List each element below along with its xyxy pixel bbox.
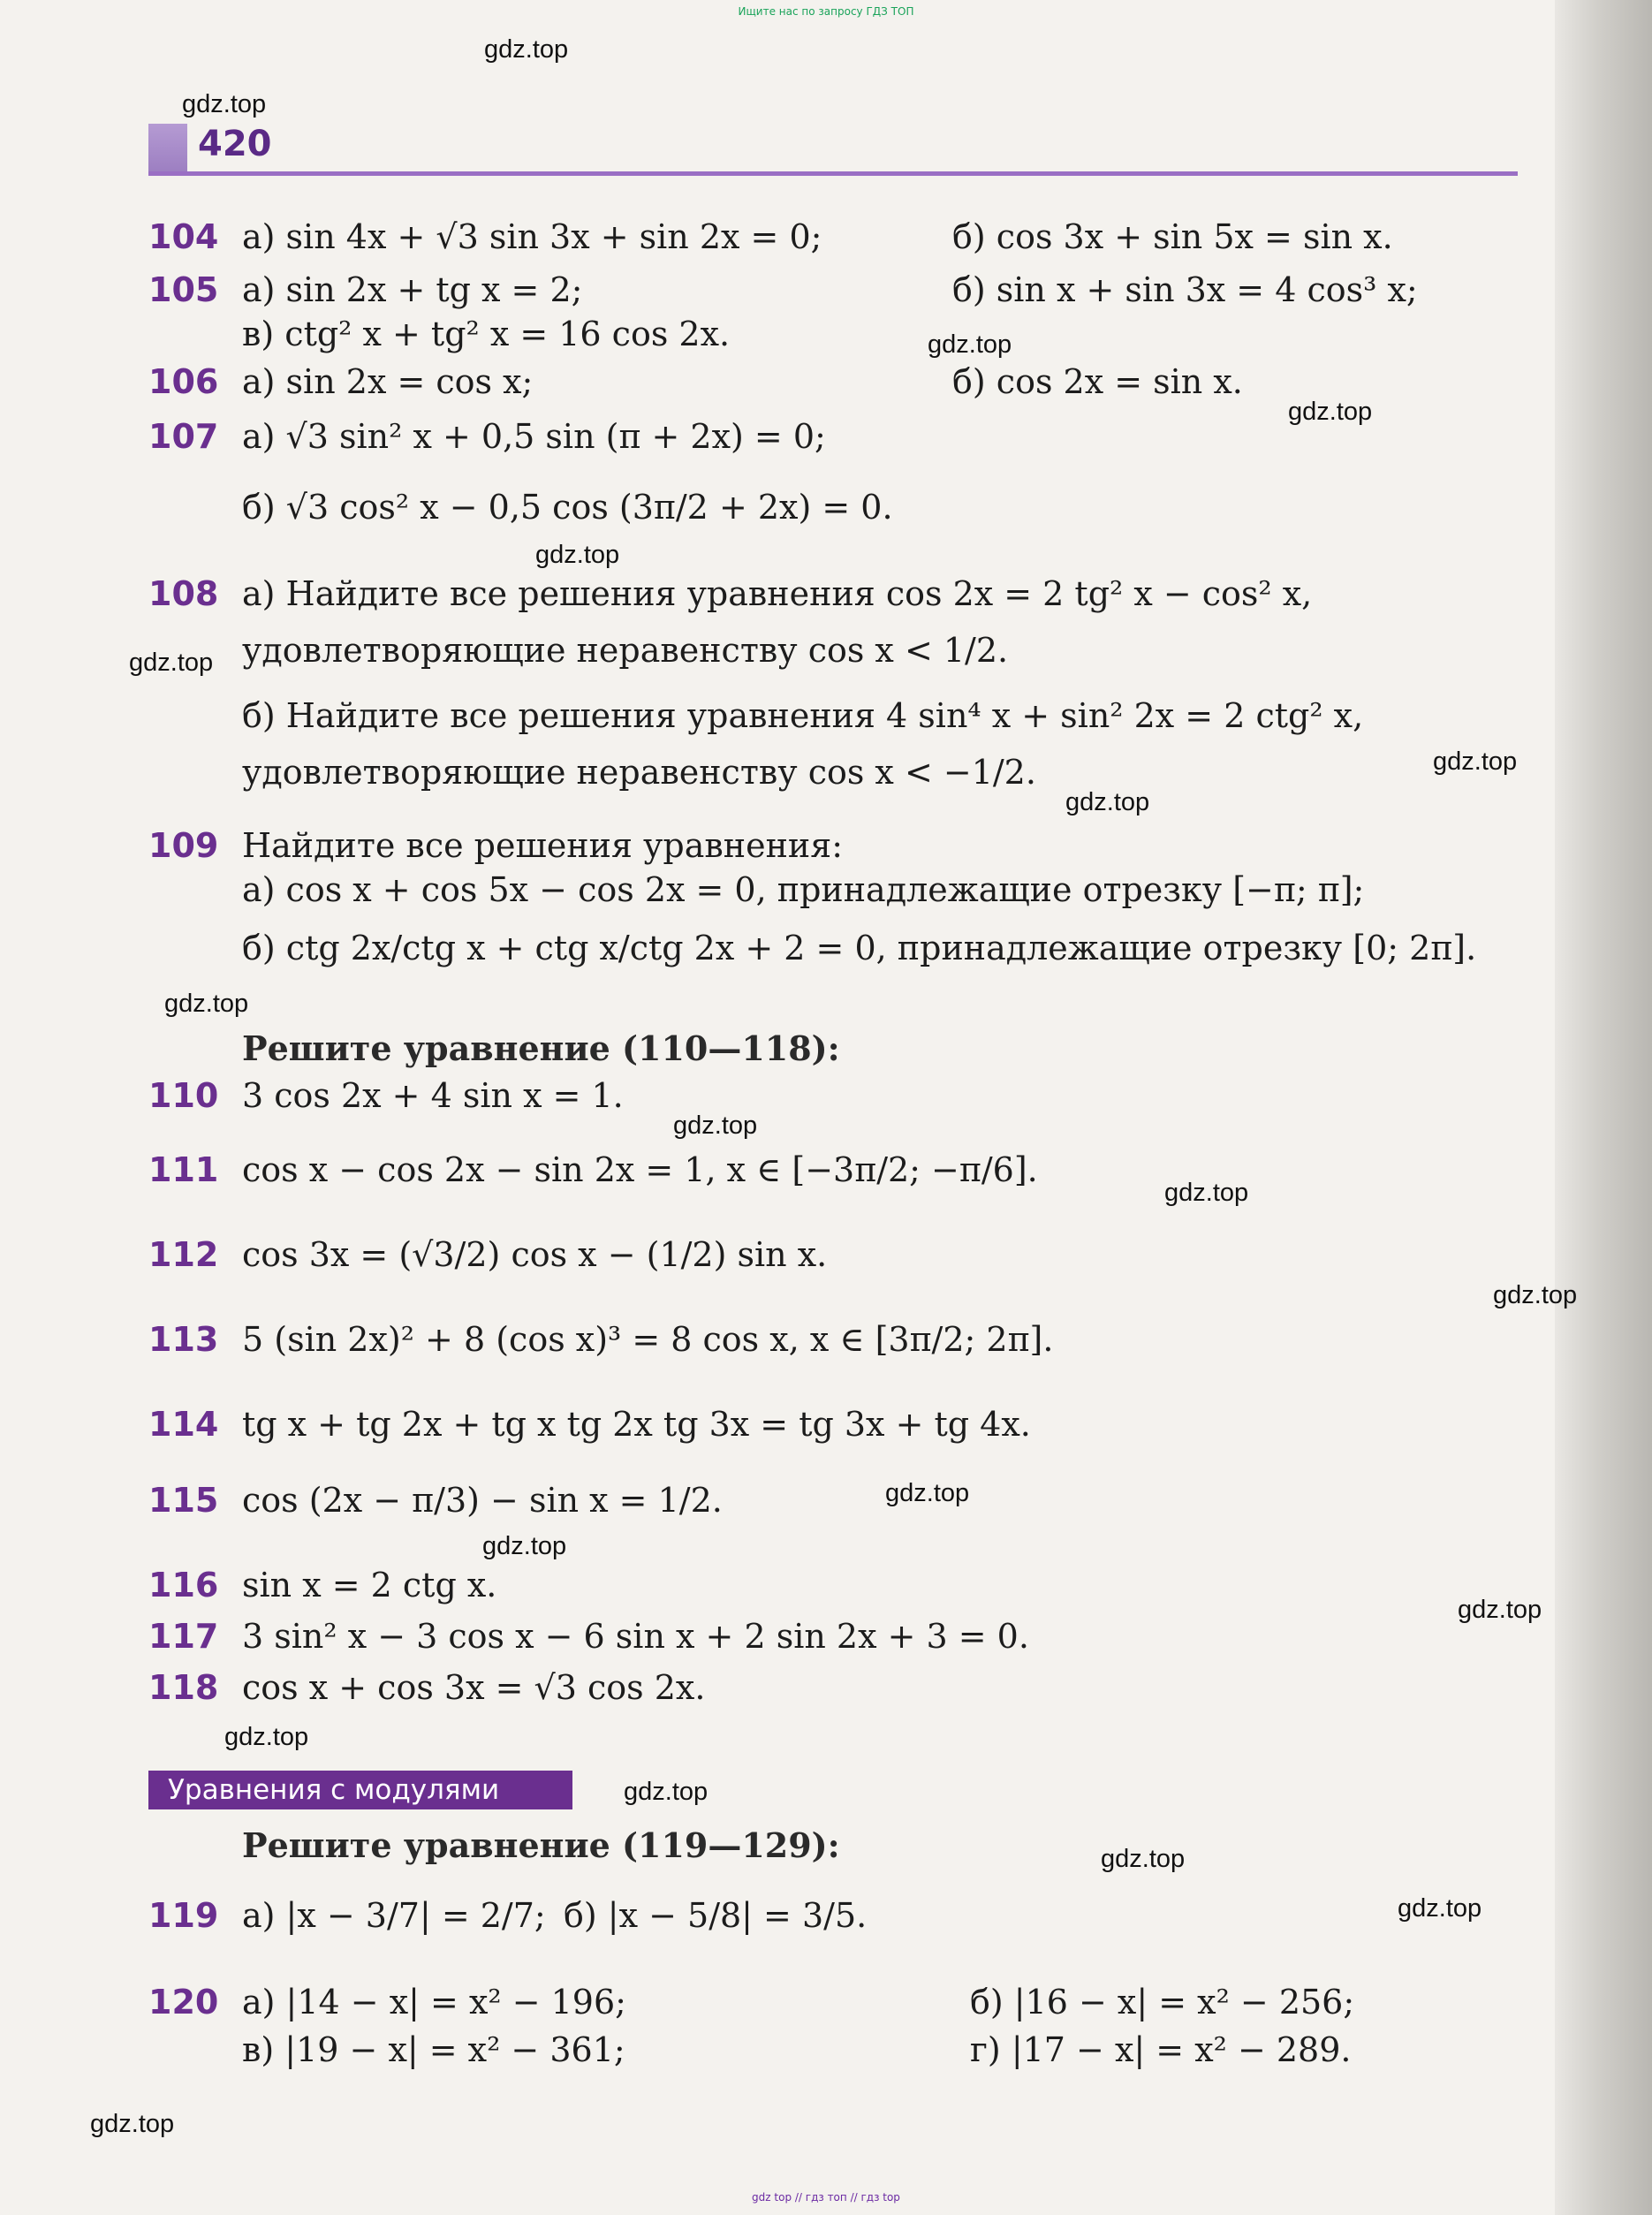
- exercise-111: [148, 1150, 1038, 1203]
- bottom-banner: gdz top // гдз топ // гдз top: [752, 2191, 900, 2204]
- exercise-number: 115: [148, 1481, 219, 1520]
- header-rule: [148, 171, 1518, 176]
- exercise-115: [148, 1481, 723, 1534]
- exercise-part-a-line1: а) Найдите все решения уравнения cos 2x = 2 tg² x − cos² x,: [242, 574, 1313, 613]
- exercise-equation: tg x + tg 2x + tg x tg 2x tg 3x = tg 3x + tg 4x.: [242, 1405, 1031, 1444]
- exercise-116: [148, 1566, 497, 1619]
- exercise-equation: cos (2x − π/3) − sin x = 1/2.: [242, 1481, 723, 1520]
- exercise-part-a: а) |x − 3/7| = 2/7;: [242, 1896, 546, 1935]
- exercise-part-b: б) |x − 5/8| = 3/5.: [564, 1896, 868, 1935]
- watermark: gdz.top: [129, 649, 214, 677]
- exercise-number: 117: [148, 1617, 219, 1656]
- exercise-118: [148, 1668, 706, 1721]
- exercise-part-b: б) cos 3x + sin 5x = sin x.: [952, 217, 1393, 256]
- exercise-part-b-line1: б) Найдите все решения уравнения 4 sin⁴ x + sin² 2x = 2 ctg² x,: [242, 696, 1364, 735]
- exercise-number: 110: [148, 1076, 219, 1115]
- exercise-120: [148, 1983, 1355, 2083]
- exercise-number: 114: [148, 1405, 219, 1444]
- exercise-title: Найдите все решения уравнения:: [242, 826, 843, 865]
- exercise-part-b: б) sin x + sin 3x = 4 cos³ x;: [952, 270, 1418, 309]
- watermark: gdz.top: [1164, 1179, 1249, 1207]
- exercise-part-a-line2: удовлетворяющие неравенству cos x < 1/2.: [242, 631, 1009, 670]
- exercise-equation: 3 sin² x − 3 cos x − 6 sin x + 2 sin 2x + 3 = 0.: [242, 1617, 1029, 1656]
- exercise-part-b: б) ctg 2x/ctg x + ctg x/ctg 2x + 2 = 0, принадлежащие отрезку [0; 2π].: [242, 929, 1477, 967]
- exercise-117: [148, 1617, 1029, 1670]
- exercise-number: 116: [148, 1566, 219, 1604]
- exercise-part-d: г) |17 − x| = x² − 289.: [970, 2030, 1352, 2069]
- exercise-part-a: а) √3 sin² x + 0,5 sin (π + 2x) = 0;: [242, 417, 826, 456]
- exercise-number: 113: [148, 1320, 219, 1359]
- exercise-part-c: в) ctg² x + tg² x = 16 cos 2x.: [242, 315, 731, 353]
- exercise-number: 105: [148, 270, 219, 309]
- watermark: gdz.top: [1493, 1281, 1578, 1309]
- exercise-119: [148, 1896, 868, 1949]
- exercise-part-b-line2: удовлетворяющие неравенству cos x < −1/2.: [242, 753, 1036, 792]
- instruction-119-129: Решите уравнение (119—129):: [242, 1825, 840, 1865]
- instruction-110-118: Решите уравнение (110—118):: [242, 1028, 840, 1068]
- watermark: gdz.top: [90, 2110, 175, 2138]
- watermark: gdz.top: [885, 1479, 970, 1507]
- watermark: gdz.top: [482, 1532, 567, 1560]
- watermark: gdz.top: [928, 330, 1012, 359]
- watermark: gdz.top: [535, 541, 620, 569]
- exercise-part-a: а) cos x + cos 5x − cos 2x = 0, принадлежащие отрезку [−π; π];: [242, 870, 1365, 909]
- exercise-number: 120: [148, 1983, 219, 2022]
- exercise-number: 108: [148, 574, 219, 613]
- exercise-110: [148, 1076, 624, 1129]
- watermark: gdz.top: [1065, 788, 1150, 816]
- exercise-number: 112: [148, 1235, 219, 1274]
- watermark: gdz.top: [1433, 747, 1518, 776]
- exercise-number: 106: [148, 362, 219, 401]
- exercise-part-b: б) |16 − x| = x² − 256;: [970, 1983, 1355, 2022]
- exercise-number: 104: [148, 217, 219, 256]
- exercise-number: 107: [148, 417, 219, 456]
- watermark: gdz.top: [182, 90, 267, 118]
- exercise-114: [148, 1405, 1031, 1458]
- exercise-equation: cos x + cos 3x = √3 cos 2x.: [242, 1668, 706, 1707]
- exercise-part-a: а) sin 2x = cos x;: [242, 362, 534, 401]
- exercise-equation: 5 (sin 2x)² + 8 (cos x)³ = 8 cos x, x ∈ [3π/2; 2π].: [242, 1320, 1054, 1359]
- watermark: gdz.top: [224, 1723, 309, 1751]
- page-tab-marker: [148, 124, 187, 173]
- watermark: gdz.top: [164, 990, 249, 1018]
- exercise-part-a: а) sin 4x + √3 sin 3x + sin 2x = 0;: [242, 217, 822, 256]
- watermark: gdz.top: [484, 35, 569, 64]
- exercise-equation: cos x − cos 2x − sin 2x = 1, x ∈ [−3π/2; −π/6].: [242, 1150, 1038, 1189]
- watermark: gdz.top: [1101, 1845, 1186, 1873]
- page-edge-shadow: [1555, 0, 1652, 2215]
- exercise-part-b: б) √3 cos² x − 0,5 cos (3π/2 + 2x) = 0.: [242, 488, 893, 527]
- exercise-number: 119: [148, 1896, 219, 1935]
- exercise-part-a: а) sin 2x + tg x = 2;: [242, 270, 583, 309]
- watermark: gdz.top: [1288, 398, 1373, 426]
- watermark: gdz.top: [1458, 1596, 1542, 1624]
- page-number: 420: [198, 124, 272, 164]
- exercise-number: 109: [148, 826, 219, 865]
- watermark: gdz.top: [673, 1111, 758, 1140]
- exercise-equation: sin x = 2 ctg x.: [242, 1566, 497, 1604]
- exercise-106: [148, 362, 1243, 415]
- exercise-109: [148, 826, 1477, 982]
- page-header: [148, 124, 1518, 177]
- exercise-112: [148, 1235, 828, 1288]
- watermark: gdz.top: [624, 1778, 709, 1806]
- exercise-part-a: а) |14 − x| = x² − 196;: [242, 1983, 626, 2022]
- exercise-104: [148, 217, 1393, 270]
- exercise-equation: cos 3x = (√3/2) cos x − (1/2) sin x.: [242, 1235, 828, 1274]
- exercise-equation: 3 cos 2x + 4 sin x = 1.: [242, 1076, 624, 1115]
- exercise-part-b: б) cos 2x = sin x.: [952, 362, 1243, 401]
- exercise-107: [148, 417, 893, 541]
- top-banner: Ищите нас по запросу ГДЗ ТОП: [738, 5, 914, 18]
- exercise-number: 118: [148, 1668, 219, 1707]
- watermark: gdz.top: [1398, 1894, 1482, 1923]
- section-title: Уравнения с модулями: [148, 1771, 572, 1809]
- exercise-part-c: в) |19 − x| = x² − 361;: [242, 2030, 625, 2069]
- exercise-113: [148, 1320, 1054, 1373]
- exercise-number: 111: [148, 1150, 219, 1189]
